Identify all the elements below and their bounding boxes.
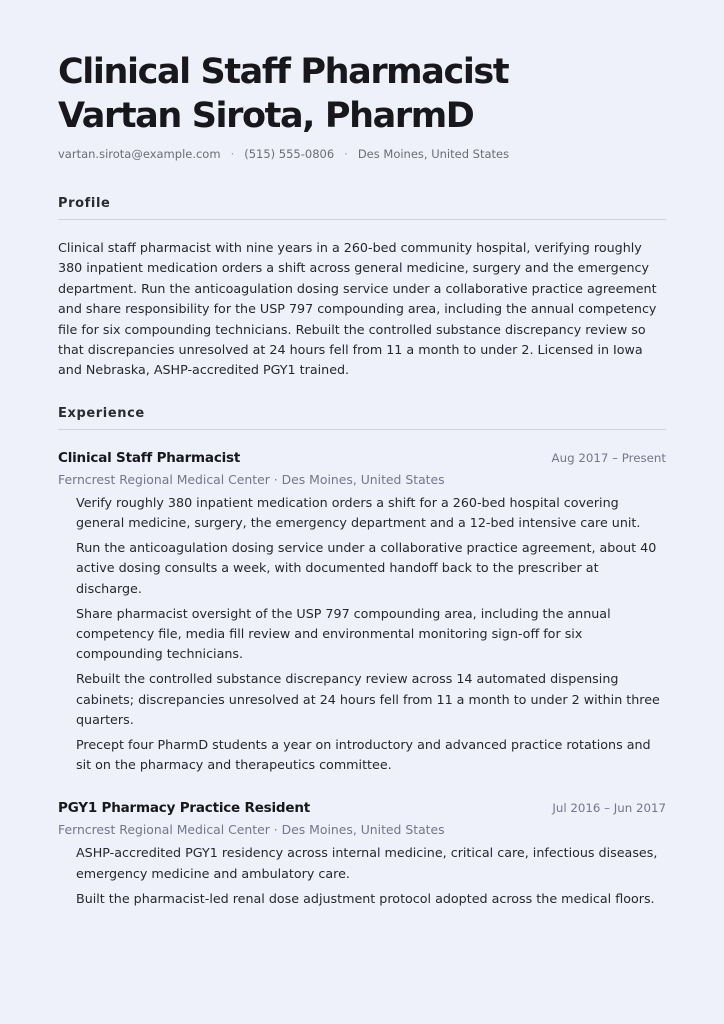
profile-heading: Profile: [58, 196, 666, 220]
job-employer: Ferncrest Regional Medical Center · Des Moines, United States: [58, 471, 445, 487]
contact-line: [58, 147, 666, 161]
contact-location: Des Moines, United States: [357, 147, 510, 161]
experience-heading: Experience: [58, 406, 666, 430]
experience-section: [58, 406, 666, 909]
job-employer: Ferncrest Regional Medical Center · Des Moines, United States: [58, 822, 445, 838]
job-title: Clinical Staff Pharmacist: [58, 449, 241, 466]
job-title: PGY1 Pharmacy Practice Resident: [58, 800, 311, 817]
profile-section: [58, 196, 666, 381]
job-bullets: [58, 493, 666, 776]
title-line-role: Clinical Staff Pharmacist: [58, 52, 509, 92]
job-header: [58, 800, 666, 816]
contact-email[interactable]: vartan.sirota@example.com: [58, 147, 221, 161]
page-title: [58, 50, 666, 138]
job-bullet: Verify roughly 380 inpatient medication orders a shift for a 260-bed hospital covering general medicine, surgery, the emergency department and a 12-bed intensive care unit.: [76, 494, 641, 531]
contact-separator: ·: [344, 147, 348, 161]
job-bullet: Built the pharmacist-led renal dose adjustment protocol adopted across the medical floors.: [76, 890, 655, 906]
title-line-name: Vartan Sirota, PharmD: [58, 96, 474, 136]
job-bullet: Rebuilt the controlled substance discrepancy review across 14 automated dispensing cabinets; discrepancies unresolved at 24 hours fell from 11 a month to under 2 within three quarters.: [76, 671, 660, 727]
contact-separator: ·: [230, 147, 235, 161]
job-bullets: [58, 843, 666, 909]
profile-summary: Clinical staff pharmacist with nine years in a 260-bed community hospital, verifying roughly 380 inpatient medication orders a shift across general medicine, surgery and the emergency department. Run the anticoagulation dosing service under a collaborative practice agreement and share responsibility for the USP 797 compounding area, including the annual competency file for six compounding technicians. Rebuilt the controlled substance discrepancy review so that discrepancies unresolved at 24 hours fell from 11 a month to under 2. Licensed in Iowa and Nebraska, ASHP-accredited PGY1 trained.: [58, 240, 657, 378]
contact-phone[interactable]: (515) 555-0806: [244, 147, 335, 161]
job-dates: Aug 2017 – Present: [551, 450, 666, 465]
job-entry: [58, 800, 666, 909]
job-bullet: Run the anticoagulation dosing service under a collaborative practice agreement, about 40 active dosing consults a week, with documented handoff back to the prescriber at discharge.: [76, 540, 657, 596]
job-header: [58, 450, 666, 466]
job-dates: Jul 2016 – Jun 2017: [552, 801, 666, 816]
job-bullet: Share pharmacist oversight of the USP 797 compounding area, including the annual competency file, media fill review and environmental monitoring sign-off for six compounding technicians.: [76, 605, 611, 662]
job-entry: [58, 450, 666, 776]
job-bullet: Precept four PharmD students a year on introductory and advanced practice rotations and sit on the pharmacy and therapeutics committee.: [76, 737, 651, 773]
job-bullet: ASHP-accredited PGY1 residency across internal medicine, critical care, infectious diseases, emergency medicine and ambulatory care.: [76, 845, 658, 881]
